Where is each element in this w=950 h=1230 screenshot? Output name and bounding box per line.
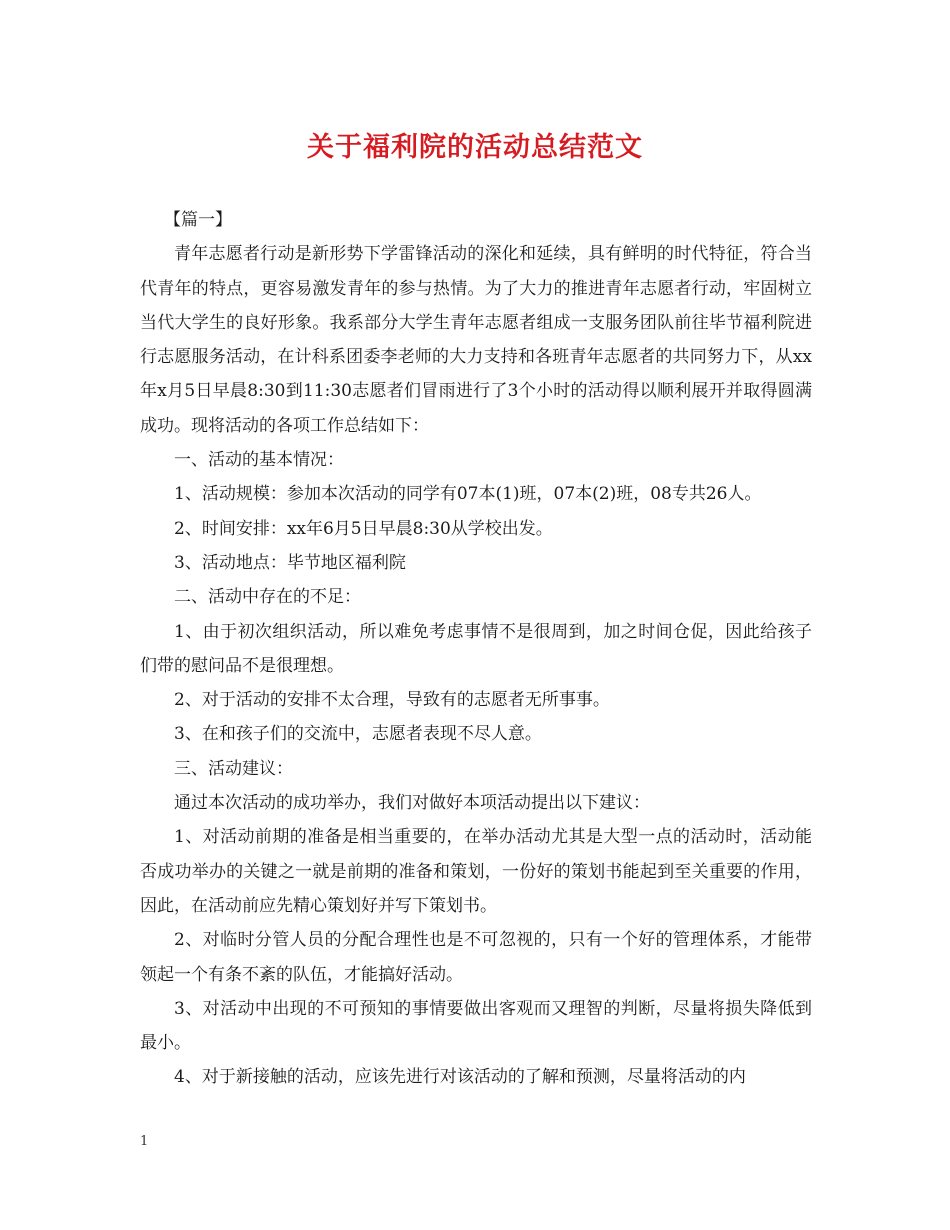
paragraph: 3、对活动中出现的不可预知的事情要做出客观而又理智的判断，尽量将损失降低到最小。 (140, 998, 812, 1054)
paragraph: 3、活动地点：毕节地区福利院 (174, 552, 406, 573)
paragraph: 4、对于新接触的活动，应该先进行对该活动的了解和预测，尽量将活动的内 (174, 1067, 746, 1088)
paragraph: 二、活动中存在的不足： (174, 587, 361, 608)
paragraph: 三、活动建议： (174, 758, 293, 779)
document-title: 关于福利院的活动总结范文 (307, 132, 643, 163)
section-label: 【篇一】 (164, 210, 232, 230)
paragraph: 1、对活动前期的准备是相当重要的，在举办活动尤其是大型一点的活动时，活动能否成功举办的关键之一就是前期的准备和策划，一份好的策划书能起到至关重要的作用，因此，在活动前应先精心策划好并写下策划书。 (140, 827, 812, 916)
paragraph: 2、对临时分管人员的分配合理性也是不可忽视的，只有一个好的管理体系，才能带领起一个有条不紊的队伍，才能搞好活动。 (140, 930, 812, 985)
paragraph: 通过本次活动的成功举办，我们对做好本项活动提出以下建议： (174, 793, 650, 814)
document-body (140, 203, 812, 1095)
paragraph: 1、由于初次组织活动，所以难免考虑事情不是很周到，加之时间仓促，因此给孩子们带的慰问品不是很理想。 (140, 621, 812, 676)
paragraph: 2、时间安排：xx年6月5日早晨8:30从学校出发。 (174, 518, 553, 539)
paragraph: 2、对于活动的安排不太合理，导致有的志愿者无所事事。 (174, 690, 610, 711)
paragraph: 1、活动规模：参加本次活动的同学有07本(1)班，07本(2)班，08专共26人。 (174, 484, 762, 505)
paragraph: 青年志愿者行动是新形势下学雷锋活动的深化和延续，具有鲜明的时代特征，符合当代青年的特点，更容易激发青年的参与热情。为了大力的推进青年志愿者行动，牢固树立当代大学生的良好形象。我系部分大学生青年志愿者组成一支服务团队前往毕节福利院进行志愿服务活动，在计科系团委李老师的大力支持和各班青年志愿者的共同努力下，从xx年x月5日早晨8:30到11:30志愿者们冒雨进行了3个小时的活动得以顺利展开并取得圆满成功。现将活动的各项工作总结如下： (140, 244, 812, 436)
paragraph: 一、活动的基本情况： (174, 450, 344, 471)
paragraph: 3、在和孩子们的交流中，志愿者表现不尽人意。 (174, 724, 542, 745)
page-number: 1 (140, 1134, 149, 1149)
